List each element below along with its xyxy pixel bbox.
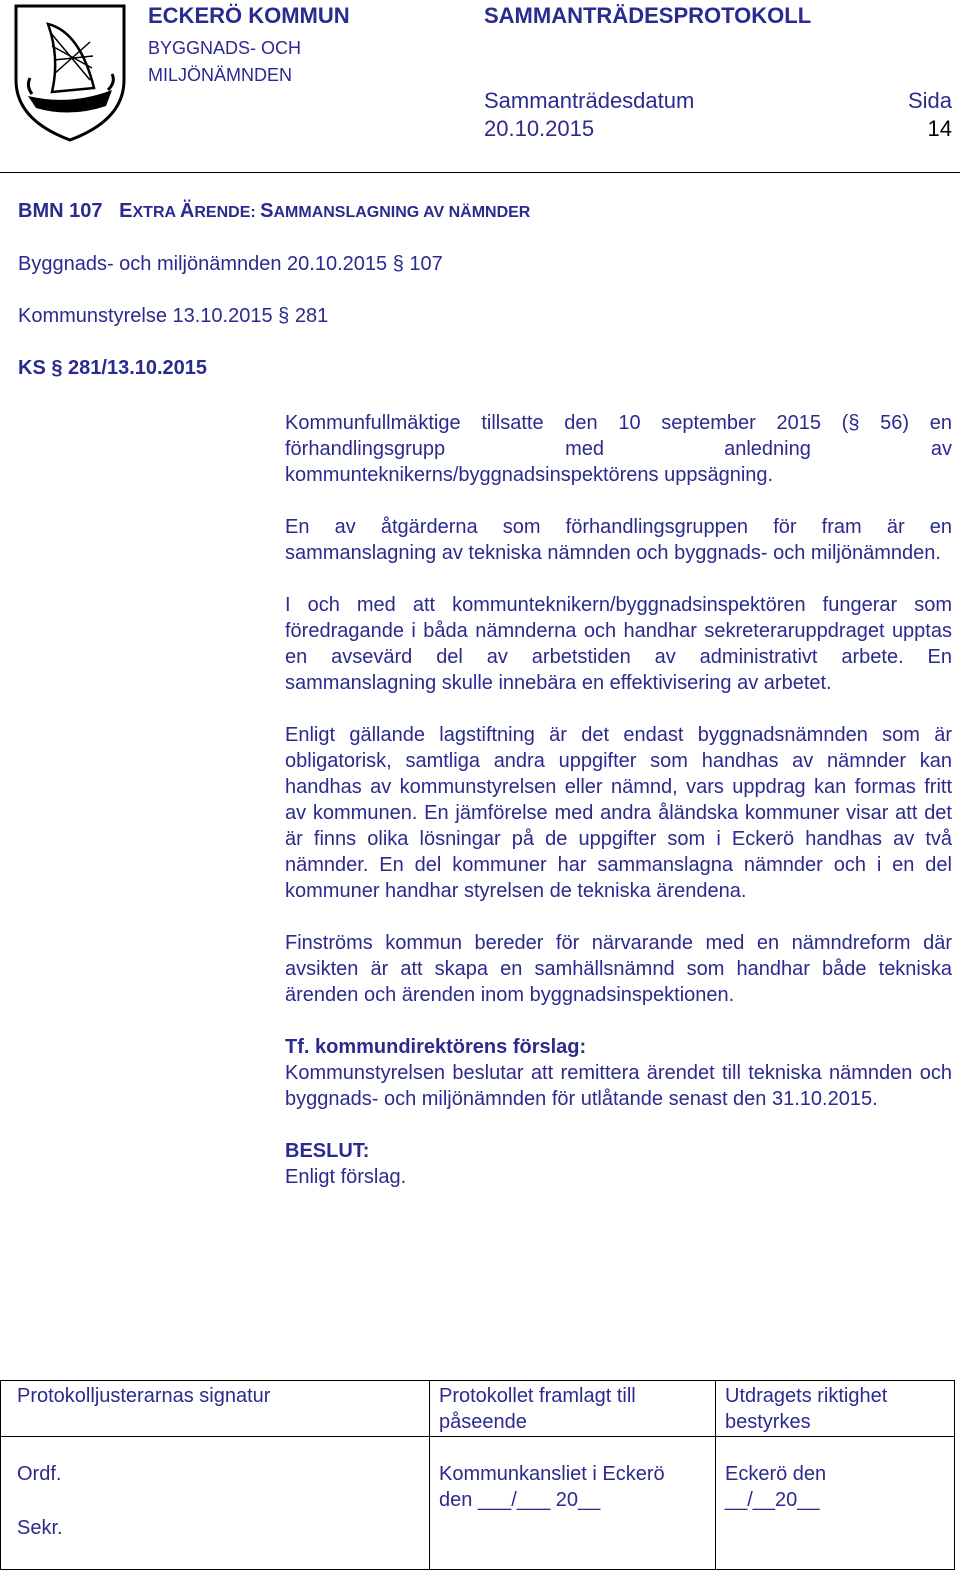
paragraph-4: Enligt gällande lagstiftning är det endast byggnadsnämnden som är obligatorisk, samtliga andra uppgifter som handhas av nämnder kan handhas av kommunstyrelsen eller nämnd, vars uppdrag kan formas fritt av kommunen. En jämförelse med andra åländska kommuner visar att det är finns olika lösningar på de uppgifter som i Eckerö handhas av två nämnder. En del kommuner har sammanslagna nämnder och i en del kommuner handhar styrelsen de tekniska ärendena. <box>285 724 952 902</box>
decision-text: Enligt förslag. <box>285 1166 407 1188</box>
paragraph-2: En av åtgärderna som förhandlingsgruppen för fram är en sammanslagning av tekniska nämnden och byggnads- och miljönämnden. <box>285 516 952 564</box>
board-name <box>148 35 301 89</box>
case-heading <box>18 200 530 223</box>
case-reference-bmn: Byggnads- och miljönämnden 20.10.2015 § 107 <box>18 253 443 275</box>
certified-date-blank: __/__20__ <box>725 1489 820 1511</box>
table-header-divider <box>1 1436 954 1437</box>
meeting-date: 20.10.2015 <box>484 116 595 141</box>
case-title-part3: AMMANSLAGNING AV NÄMNDER <box>273 204 531 221</box>
posted-heading-line1: Protokollet framlagt till <box>439 1385 636 1407</box>
case-title-e: E <box>119 200 133 222</box>
document-title: SAMMANTRÄDESPROTOKOLL <box>484 3 812 28</box>
board-name-line2: MILJÖNÄMNDEN <box>148 65 293 85</box>
board-name-line1: BYGGNADS- OCH <box>148 38 302 58</box>
certified-heading-line1: Utdragets riktighet <box>725 1385 888 1407</box>
signature-table <box>0 1380 955 1570</box>
paragraph-5: Finströms kommun bereder för närvarande med en nämndreform där avsikten är att skapa en samhällsnämnd som handhar både tekniska ärenden och ärenden inom byggnadsinspektionen. <box>285 932 952 1006</box>
secretary-signature-label: Sekr. <box>17 1517 63 1539</box>
municipality-name: ECKERÖ KOMMUN <box>148 3 350 28</box>
chair-signature-label: Ordf. <box>17 1463 62 1485</box>
case-code: BMN 107 <box>18 200 103 222</box>
posted-column-heading <box>439 1383 636 1435</box>
case-reference-ks-section: KS § 281/13.10.2015 <box>18 357 208 379</box>
page-number: 14 <box>927 116 952 141</box>
proposal-block <box>285 1034 952 1112</box>
proposal-text: Kommunstyrelsen beslutar att remittera ärendet till tekniska nämnden och byggnads- och miljönämnden för utlåtande senast den 31.10.2015. <box>285 1062 952 1110</box>
table-divider-2 <box>715 1381 716 1569</box>
paragraph-1: Kommunfullmäktige tillsatte den 10 september 2015 (§ 56) en förhandlingsgrupp med anledning av kommunteknikerns/byggnadsinspektörens uppsägning. <box>285 412 952 486</box>
meeting-date-label: Sammanträdesdatum <box>484 88 695 113</box>
decision-heading: BESLUT: <box>285 1140 370 1162</box>
case-title-s: S <box>260 200 274 222</box>
certified-place: Eckerö den <box>725 1463 827 1485</box>
table-divider-1 <box>429 1381 430 1569</box>
proposal-heading: Tf. kommundirektörens förslag: <box>285 1036 587 1058</box>
posted-location <box>439 1461 665 1513</box>
case-title-a: Ä <box>179 200 195 222</box>
certified-heading-line2: bestyrkes <box>725 1411 811 1433</box>
signature-column-heading: Protokolljusterarnas signatur <box>17 1385 271 1407</box>
posted-office: Kommunkansliet i Eckerö <box>439 1463 665 1485</box>
decision-block <box>285 1138 952 1190</box>
ship-emblem-icon <box>10 2 130 142</box>
header-divider <box>0 172 960 173</box>
posted-date-blank: den ___/___ 20__ <box>439 1489 601 1511</box>
certified-location <box>725 1461 826 1513</box>
case-reference-ks: Kommunstyrelse 13.10.2015 § 281 <box>18 305 329 327</box>
case-title-part1: XTRA <box>132 204 180 221</box>
posted-heading-line2: påseende <box>439 1411 527 1433</box>
case-title-part2: RENDE: <box>194 204 261 221</box>
certified-column-heading <box>725 1383 887 1435</box>
case-body <box>285 410 952 1190</box>
paragraph-3: I och med att kommunteknikern/byggnadsinspektören fungerar som föredragande i båda nämnderna och handhar sekreteraruppdraget upptas en avsevärd del av arbetstiden av administrativt arbete. En sammanslagning skulle innebära en effektivisering av arbetet. <box>285 594 952 694</box>
page-label: Sida <box>907 88 952 113</box>
